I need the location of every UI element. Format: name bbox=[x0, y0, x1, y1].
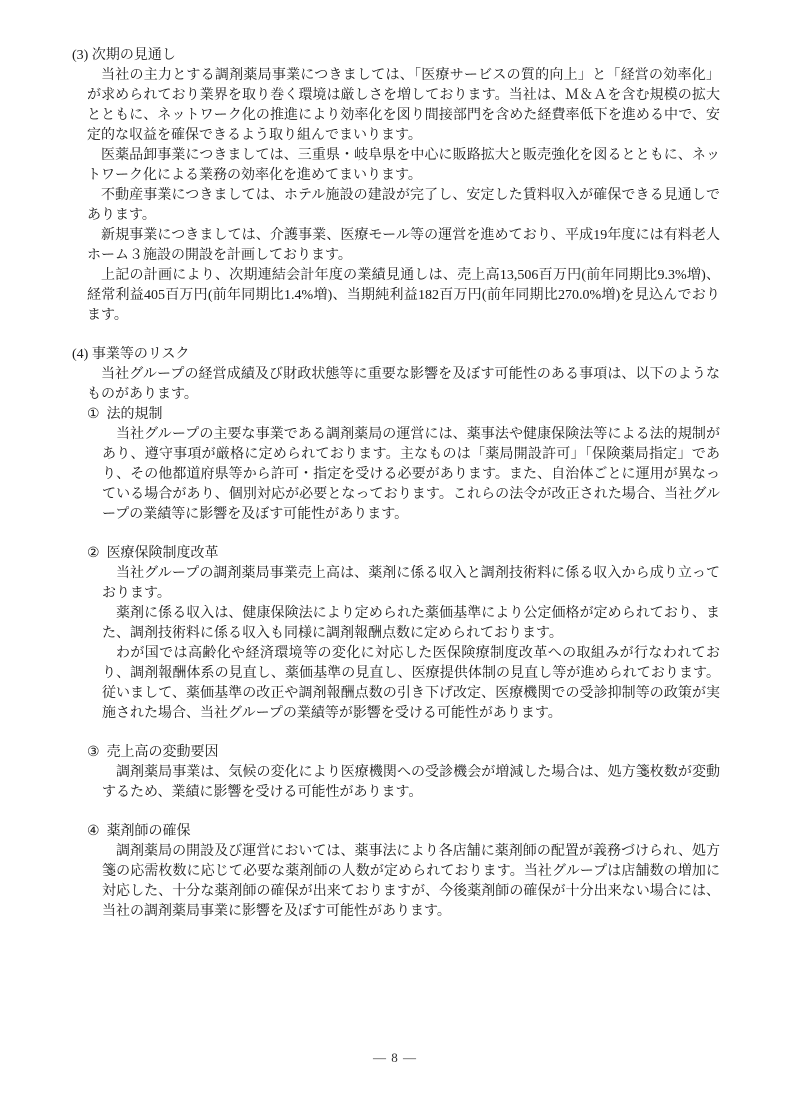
section-heading: (4) 事業等のリスク bbox=[72, 347, 190, 362]
paragraph: 調剤薬局事業は、気候の変化により医療機関への受診機会が増減した場合は、処方箋枚数が変動するため、業績に影響を受ける可能性があります。 bbox=[102, 765, 720, 800]
risk-item-legal-regulation bbox=[72, 405, 720, 525]
paragraph: 新規事業につきましては、介護事業、医療モール等の運営を進めており、平成19年度には有料老人ホーム３施設の開設を計画しております。 bbox=[87, 228, 720, 263]
risk-item-heading bbox=[87, 544, 720, 564]
risk-item-heading bbox=[87, 743, 720, 763]
risk-item-body bbox=[102, 842, 720, 922]
section-next-term-outlook bbox=[72, 46, 720, 326]
section-business-risks bbox=[72, 345, 720, 922]
item-number: ④ bbox=[87, 824, 100, 839]
item-number: ① bbox=[87, 407, 100, 422]
paragraph: 上記の計画により、次期連結会計年度の業績見通しは、売上高13,506百万円(前年同期比9.3%増)、経常利益405百万円(前年同期比1.4%増)、当期純利益182百万円(前年同期比270.0%増)を見込んでおります。 bbox=[87, 268, 720, 323]
risk-item-body bbox=[102, 763, 720, 803]
paragraph: 当社グループの調剤薬局事業売上高は、薬剤に係る収入と調剤技術料に係る収入から成り立っております。 bbox=[102, 566, 720, 601]
item-title: 法的規制 bbox=[106, 407, 163, 422]
section-body bbox=[87, 66, 720, 326]
paragraph: 当社の主力とする調剤薬局事業につきましては、「医療サービスの質的向上」と「経営の効率化」が求められており業界を取り巻く環境は厳しさを増しております。当社は、Ｍ＆Ａを含む規模の拡大とともに、ネットワーク化の推進により効率化を図り間接部門を含めた経費率低下を進める中で、安定的な収益を確保できるよう取り組んでまいります。 bbox=[87, 68, 720, 143]
paragraph: 調剤薬局の開設及び運営においては、薬事法により各店舗に薬剤師の配置が義務づけられ、処方箋の応需枚数に応じて必要な薬剤師の人数が定められております。当社グループは店舗数の増加に対応した、十分な薬剤師の確保が出来ておりますが、今後薬剤師の確保が十分出来ない場合には、当社の調剤薬局事業に影響を及ぼす可能性があります。 bbox=[102, 844, 720, 919]
risk-item-heading bbox=[87, 822, 720, 842]
paragraph: 当社グループの主要な事業である調剤薬局の運営には、薬事法や健康保険法等による法的規制があり、遵守事項が厳格に定められております。主なものは「薬局開設許可」「保険薬局指定」であり、その他都道府県等から許可・指定を受ける必要があります。また、自治体ごとに運用が異なっている場合があり、個別対応が必要となっております。これらの法令が改正された場合、当社グループの業績等に影響を及ぼす可能性があります。 bbox=[102, 427, 720, 522]
risk-item-body bbox=[102, 425, 720, 525]
risk-item-heading bbox=[87, 405, 720, 425]
paragraph: 不動産事業につきましては、ホテル施設の建設が完了し、安定した賃料収入が確保できる見通しであります。 bbox=[87, 188, 720, 223]
risk-item-pharmacist-securing bbox=[72, 822, 720, 922]
item-number: ③ bbox=[87, 745, 100, 760]
paragraph: 医薬品卸事業につきましては、三重県・岐阜県を中心に販路拡大と販売強化を図るとともに、ネットワーク化による業務の効率化を進めてまいります。 bbox=[87, 148, 720, 183]
paragraph: わが国では高齢化や経済環境等の変化に対応した医保険療制度改革への取組みが行なわれており、調剤報酬体系の見直し、薬価基準の見直し、医療提供体制の見直し等が進められております。従いまして、薬価基準の改正や調剤報酬点数の引き下げ改定、医療機関での受診抑制等の政策が実施された場合、当社グループの業績等が影響を受ける可能性があります。 bbox=[102, 646, 720, 721]
item-title: 薬剤師の確保 bbox=[106, 824, 191, 839]
page-number: ― 8 ― bbox=[373, 1050, 417, 1065]
item-title: 医療保険制度改革 bbox=[106, 546, 219, 561]
risk-item-body bbox=[102, 564, 720, 724]
paragraph: 当社グループの経営成績及び財政状態等に重要な影響を及ぼす可能性のある事項は、以下のようなものがあります。 bbox=[87, 367, 720, 402]
section-intro bbox=[87, 365, 720, 405]
paragraph: 薬剤に係る収入は、健康保険法により定められた薬価基準により公定価格が定められており、また、調剤技術料に係る収入も同様に調剤報酬点数に定められております。 bbox=[102, 606, 720, 641]
risk-item-insurance-reform bbox=[72, 544, 720, 724]
item-title: 売上高の変動要因 bbox=[106, 745, 219, 760]
item-number: ② bbox=[87, 546, 100, 561]
risk-item-sales-fluctuation bbox=[72, 743, 720, 803]
section-heading: (3) 次期の見通し bbox=[72, 48, 176, 63]
